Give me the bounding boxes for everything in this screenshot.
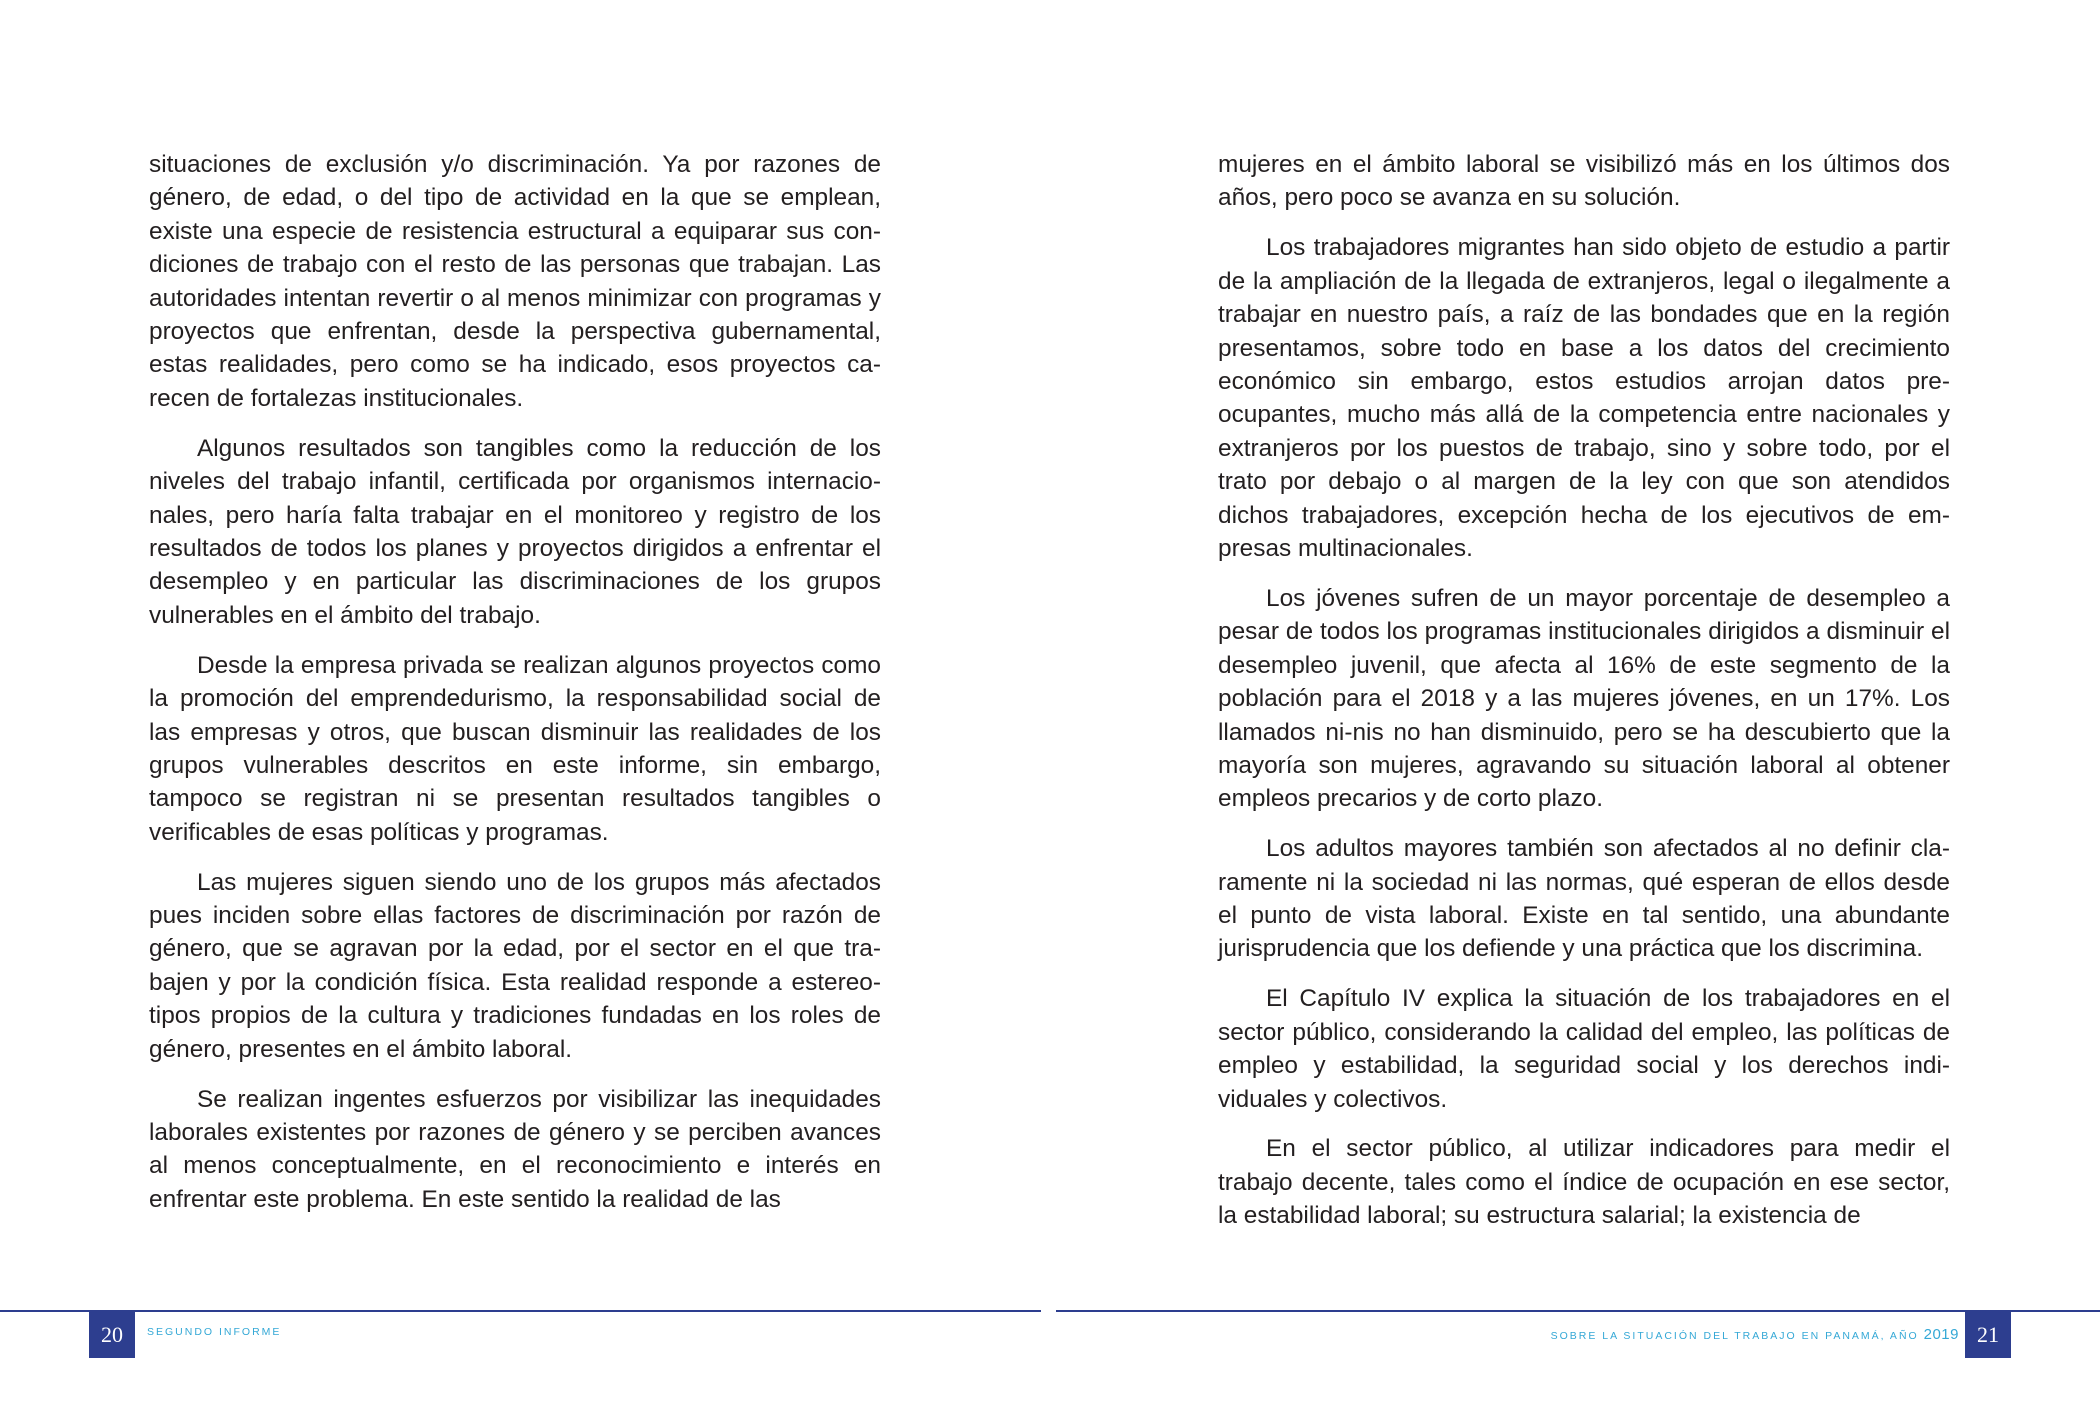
paragraph: situaciones de exclusión y/o discriminación. Ya por razones de género, de edad, o del tipo de actividad en la que se emplean, existe una especie de resistencia estructural a equiparar sus condiciones de trabajo con el resto de las personas que trabajan. Las autoridades intentan revertir o al menos minimizar con programas y proyectos que enfrentan, desde la perspectiva gubernamental, estas realidades, pero como se ha indicado, esos proyectos carecen de fortalezas institucionales.	[149, 151, 881, 412]
running-head	[147, 1326, 281, 1338]
paragraph: Se realizan ingentes esfuerzos por visibilizar las inequidades laborales existentes por razones de género y se perciben avances al menos conceptualmente, en el reconocimiento e interés en enfrentar este problema. En este sentido la realidad de las	[149, 1085, 881, 1213]
running-head-year: 2019	[1923, 1326, 1959, 1343]
page-number: 21	[1965, 1311, 2011, 1358]
right-text-column	[1218, 148, 1950, 1249]
running-head-text: SEGUNDO INFORME	[147, 1326, 282, 1338]
paragraph: En el sector público, al utilizar indicadores para medir el trabajo decente, tales como el índice de ocupación en ese sector, la estabilidad laboral; su estructura salarial; la existencia de	[1218, 1135, 1950, 1230]
paragraph: Los jóvenes sufren de un mayor porcentaje de desempleo a pesar de todos los programas institucionales dirigidos a disminuir el desempleo juvenil, que afecta al 16% de este segmento de la población para el 2018 y a las mujeres jóvenes, en un 17%. Los llamados ni-nis no han disminuido, pero se ha descubierto que la mayoría son mujeres, agravando su situación laboral al obtener empleos precarios y de corto plazo.	[1218, 584, 1950, 813]
footer-rule	[1056, 1310, 2100, 1312]
paragraph: mujeres en el ámbito laboral se visibilizó más en los últimos dos años, pero poco se avanza en su solución.	[1218, 151, 1950, 212]
paragraph: Las mujeres siguen siendo uno de los grupos más afectados pues inciden sobre ellas factores de discriminación por razón de género, que se agravan por la edad, por el sector en el que trabajen y por la condición física. Esta realidad responde a estereotipos propios de la cultura y tradiciones fundadas en los roles de género, presentes en el ámbito laboral.	[149, 868, 881, 1063]
running-head-text: SOBRE LA SITUACIÓN DEL TRABAJO EN PANAMÁ, AÑO	[1550, 1330, 1919, 1342]
left-text-column	[149, 148, 881, 1233]
paragraph: El Capítulo IV explica la situación de los trabajadores en el sector público, considerando la calidad del empleo, las políticas de empleo y estabilidad, la seguridad social y los derechos individuales y colectivos.	[1218, 985, 1950, 1113]
footer-rule	[0, 1310, 1041, 1312]
running-head	[1551, 1326, 1959, 1343]
paragraph: Algunos resultados son tangibles como la reducción de los niveles del trabajo infantil, certificada por organismos internacionales, pero haría falta trabajar en el monitoreo y registro de los resultados de todos los planes y proyectos dirigidos a enfrentar el desempleo y en particular las discriminaciones de los grupos vulnerables en el ámbito del trabajo.	[149, 434, 881, 629]
paragraph: Desde la empresa privada se realizan algunos proyectos como la promoción del emprendedurismo, la responsabilidad social de las empresas y otros, que buscan disminuir las realidades de los grupos vulnerables descritos en este informe, sin embargo, tampoco se registran ni se presentan resultados tangibles o verificables de esas políticas y programas.	[149, 651, 881, 846]
right-page	[1050, 0, 2100, 1425]
paragraph: Los trabajadores migrantes han sido objeto de estudio a partir de la ampliación de la llegada de extranjeros, legal o ilegalmente a trabajar en nuestro país, a raíz de las bondades que en la región presentamos, sobre todo en base a los datos del crecimiento económico sin embargo, estos estudios arrojan datos preocupantes, mucho más allá de la competencia entre nacionales y extranjeros por los puestos de trabajo, sino y sobre todo, por el trato por debajo o al margen de la ley con que son atendidos dichos trabajadores, excepción hecha de los ejecutivos de empresas multinacionales.	[1218, 234, 1950, 562]
page-number: 20	[89, 1311, 135, 1358]
paragraph: Los adultos mayores también son afectados al no definir claramente ni la sociedad ni las normas, qué esperan de ellos desde el punto de vista laboral. Existe en tal sentido, una abundante jurisprudencia que los defiende y una práctica que los discrimina.	[1218, 835, 1950, 963]
